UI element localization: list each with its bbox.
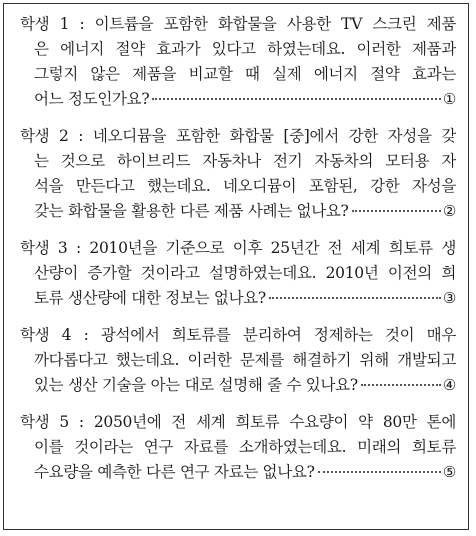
student-5-question xyxy=(20,410,456,485)
student-2-question xyxy=(20,124,456,224)
question-line: 있는 생산 기술을 아는 대로 설명해 줄 수 있나요? xyxy=(34,376,358,394)
question-line: 학생 3 : 2010년을 기준으로 이후 25년간 전 세계 희토류 생 xyxy=(20,239,456,257)
question-line: 학생 4 : 광석에서 희토류를 분리하여 정제하는 것이 매우 xyxy=(20,326,456,344)
question-line: 어느 정도인가요? xyxy=(34,90,150,108)
choice-number-1[interactable]: ① xyxy=(442,90,456,108)
dot-leader xyxy=(318,471,441,473)
question-box xyxy=(3,3,469,530)
question-line: 산량이 증가할 것이라고 설명하였는데요. 2010년 이전의 희 xyxy=(34,264,456,282)
question-line: 갖는 화합물을 활용한 다른 제품 사례는 없나요? xyxy=(34,202,349,220)
student-3-question xyxy=(20,236,456,311)
question-last-line xyxy=(20,199,456,224)
question-line: 학생 5 : 2050년에 전 세계 희토류 수요량이 약 80만 톤에 xyxy=(20,413,456,431)
choice-number-4[interactable]: ④ xyxy=(442,376,456,394)
question-last-line xyxy=(20,460,456,485)
question-line: 토류 생산량에 대한 정보는 없나요? xyxy=(34,289,266,307)
student-4-question xyxy=(20,323,456,398)
student-1-question xyxy=(20,12,456,112)
question-last-line xyxy=(20,286,456,311)
question-line: 석을 만든다고 했는데요. 네오디뮴이 포함된, 강한 자성을 xyxy=(34,177,456,195)
choice-number-3[interactable]: ③ xyxy=(442,289,456,307)
dot-leader xyxy=(352,210,441,212)
question-line: 까다롭다고 했는데요. 이러한 문제를 해결하기 위해 개발되고 xyxy=(34,351,456,369)
question-line: 학생 1 : 이트륨을 포함한 화합물을 사용한 TV 스크린 제품 xyxy=(20,15,456,33)
question-line: 수요량을 예측한 다른 연구 자료는 없나요? xyxy=(34,463,315,481)
choice-number-2[interactable]: ② xyxy=(442,202,456,220)
question-line: 학생 2 : 네오디뮴을 포함한 화합물 [중]에서 강한 자성을 갖 xyxy=(20,127,456,145)
choice-number-5[interactable]: ⑤ xyxy=(442,463,456,481)
dot-leader xyxy=(152,98,440,100)
question-line: 은 에너지 절약 효과가 있다고 하였는데요. 이러한 제품과 xyxy=(34,40,456,58)
dot-leader xyxy=(361,384,441,386)
question-line: 는 것으로 하이브리드 자동차나 전기 자동차의 모터용 자 xyxy=(34,152,456,170)
question-line: 이를 것이라는 연구 자료를 소개하였는데요. 미래의 희토류 xyxy=(34,438,456,456)
question-line: 그렇지 않은 제품을 비교할 때 실제 에너지 절약 효과는 xyxy=(34,65,456,83)
question-last-line xyxy=(20,87,456,112)
question-last-line xyxy=(20,373,456,398)
dot-leader xyxy=(269,297,441,299)
